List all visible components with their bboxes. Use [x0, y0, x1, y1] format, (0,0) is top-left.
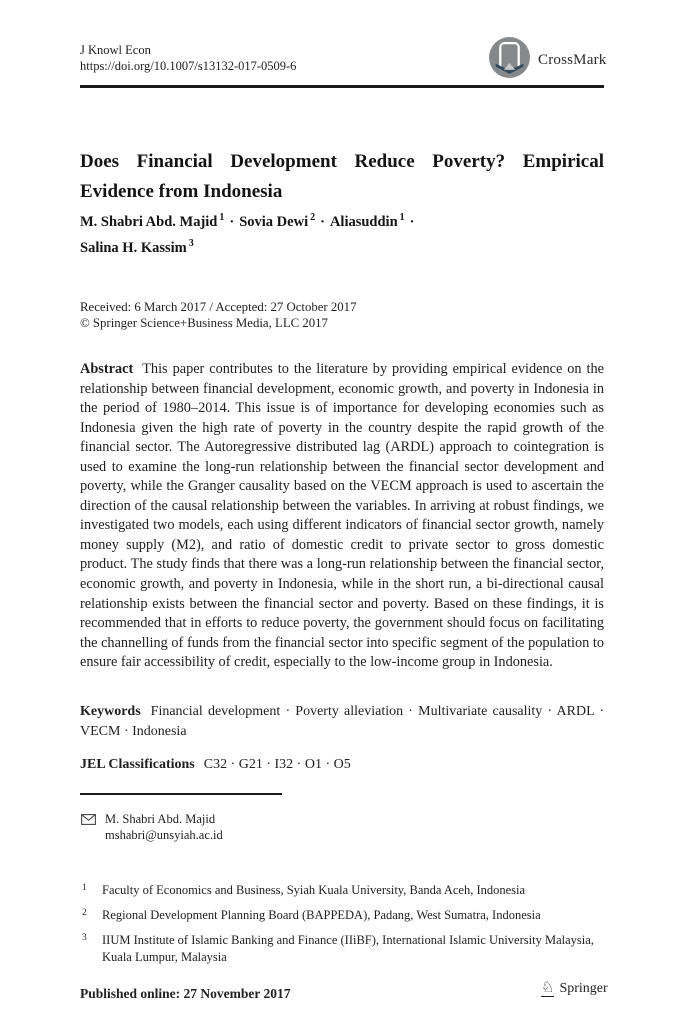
author-separator: ·	[409, 213, 415, 230]
copyright-line: © Springer Science+Business Media, LLC 2017	[80, 315, 328, 330]
crossmark-label: CrossMark	[538, 51, 607, 68]
keywords-text: Financial development · Poverty alleviation · Multivariate causality · ARDL · VECM · Indonesia	[80, 704, 604, 739]
abstract-section	[80, 360, 604, 673]
author-separator: ·	[320, 213, 325, 230]
springer-horse-icon: ♘	[541, 978, 555, 996]
affiliation-item	[82, 932, 606, 965]
abstract-text: This paper contributes to the literature by providing empirical evidence on the relationship between financial development, economic growth, and poverty in Indonesia in the period of 1980–2014. This issue is of importance for developing economies such as Indonesia given the high rate of poverty in the country despite the rapid growth of the financial sector. The Autoregressive distributed lag (ARDL) approach to cointegration is used to examine the long-run relationship between the financial sector development and poverty, while the Granger causality based on the VECM approach is used to ascertain the direction of the causal relationship between the variables. In arriving at robust findings, we investigated two models, each using different indicators of financial sector growth, namely money supply (M2), and ratio of domestic credit to private sector to gross domestic product. The study finds that there was a long-run relationship between the financial sector, economic growth, and poverty in Indonesia, while in the short run, a bi-directional causal relationship exists between the financial sector and poverty. Based on these findings, it is recommended that in efforts to reduce poverty, the government should focus on facilitating the channelling of funds from the financial sector into specific segment of the population to ensure fair accessibility of credit, especially to the low-income group in Indonesia.	[80, 361, 604, 671]
corresponding-author-name: M. Shabri Abd. Majid	[105, 812, 216, 826]
springer-logo	[541, 980, 608, 997]
affiliation-number: 2	[82, 908, 87, 918]
article-history	[80, 300, 356, 331]
abstract-label: Abstract	[80, 361, 134, 377]
affiliation-item	[82, 882, 606, 899]
springer-label: Springer	[559, 980, 608, 996]
journal-name: J Knowl Econ	[80, 43, 151, 57]
affiliation-text: Regional Development Planning Board (BAPPEDA), Padang, West Sumatra, Indonesia	[102, 908, 541, 922]
correspondence-block	[81, 811, 223, 843]
author: Salina H. Kassim $^3$	[80, 237, 194, 256]
affiliations-list	[82, 882, 606, 974]
header-divider	[80, 85, 604, 88]
affiliation-text: Faculty of Economics and Business, Syiah Kuala University, Banda Aceh, Indonesia	[102, 883, 526, 897]
page-title: Does Financial Development Reduce Poverty? Empirical Evidence from Indonesia	[80, 150, 604, 202]
author-line-1	[80, 207, 604, 233]
jel-section	[80, 757, 604, 773]
journal-header	[80, 43, 296, 74]
author: M. Shabri Abd. Majid $^1$	[80, 212, 225, 230]
author: Aliasuddin $^1$	[329, 212, 405, 230]
crossmark-icon	[488, 36, 531, 84]
doi-link[interactable]: https://doi.org/10.1007/s13132-017-0509-6	[80, 58, 297, 73]
received-accepted: Received: 6 March 2017 / Accepted: 27 October 2017	[80, 300, 357, 314]
author-line-2	[80, 233, 604, 259]
envelope-icon	[81, 813, 96, 843]
published-online: Published online: 27 November 2017	[80, 986, 291, 1001]
affiliation-item	[82, 907, 606, 924]
author-separator: ·	[229, 213, 235, 230]
keywords-label: Keywords	[80, 704, 141, 719]
affiliation-number: 3	[82, 933, 87, 943]
keywords-section	[80, 702, 604, 741]
footnote-divider	[80, 793, 282, 795]
author-list	[80, 207, 604, 259]
corresponding-author-email[interactable]: mshabri@unsyiah.ac.id	[105, 828, 223, 842]
jel-text: C32 · G21 · I32 · O1 · O5	[203, 757, 351, 772]
author: Sovia Dewi $^2$	[239, 212, 316, 230]
affiliation-number: 1	[82, 883, 87, 893]
jel-label: JEL Classifications	[80, 757, 195, 772]
crossmark-badge[interactable]	[488, 36, 606, 84]
affiliation-text: IIUM Institute of Islamic Banking and Finance (IIiBF), International Islamic University Malaysia, Kuala Lumpur, Malaysia	[102, 933, 594, 964]
